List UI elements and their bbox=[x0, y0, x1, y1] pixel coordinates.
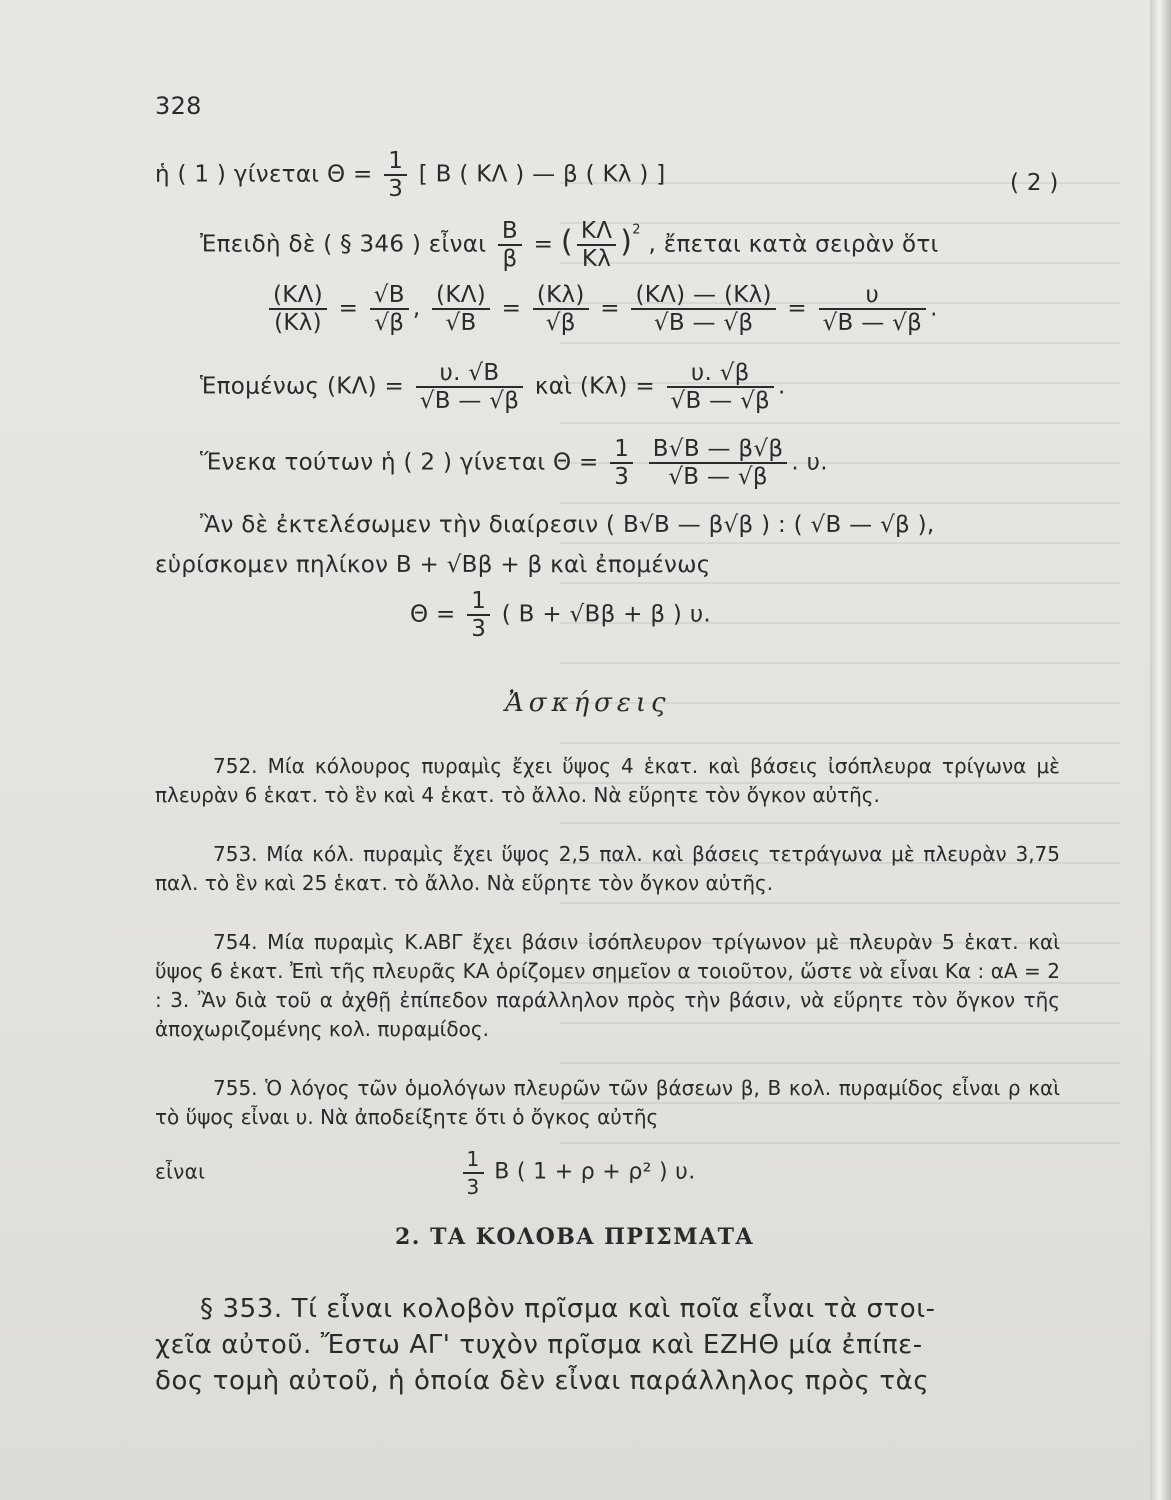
exercise-755-formula bbox=[155, 1146, 696, 1200]
therefore-fraction-2 bbox=[667, 360, 775, 414]
equation-2-tag: ( 2 ) bbox=[1010, 170, 1059, 196]
formula-body: Β ( 1 + ρ + ρ² ) υ. bbox=[494, 1159, 696, 1185]
hence-tail: . υ. bbox=[791, 449, 828, 476]
fraction-numerator: 1 bbox=[610, 436, 633, 464]
fraction-denominator: √β bbox=[545, 310, 576, 336]
close-paren: ) bbox=[620, 224, 633, 260]
therefore-line: Ἑπομένως (ΚΛ) = $\frac{\upsilon. √B}{√B — √\beta}$ καὶ (Κλ) = $\frac{\upsilon. √\beta}{√B — √\beta}$ . bbox=[200, 360, 786, 414]
fraction-denominator: √Β — √β bbox=[822, 310, 923, 336]
since-lead: Ἐπειδὴ δὲ ( § 346 ) εἶναι bbox=[200, 231, 487, 258]
fraction-denominator: √Β — √β bbox=[670, 388, 771, 414]
fraction-denominator: (Κλ) bbox=[274, 310, 322, 336]
exercise-754: 754. Μία πυραμὶς Κ.ΑΒΓ ἔχει βάσιν ἰσόπλευρον τρίγωνον μὲ πλευρὰν 5 ἑκατ. καὶ ὕψος 6 ἑκατ. Ἐπὶ τῆς πλευρᾶς ΚΑ ὁρίζομεν σημεῖον α τοιοῦτον, ὥστε νὰ εἶναι Κα : αΑ = 2 : 3. Ἂν διὰ τοῦ α ἀχθῇ ἐπίπεδον παράλληλον πρὸς τὴν βάσιν, νὰ εὕρητε τὸν ὄγκον τῆς ἀποχωριζομένης κολ. πυραμίδος. bbox=[155, 930, 1060, 1041]
fraction-denominator: √Β — √β bbox=[653, 310, 754, 336]
ratio-5 bbox=[631, 282, 775, 336]
exponent: 2 bbox=[632, 222, 641, 238]
formula-fraction bbox=[463, 1146, 484, 1200]
exercises-heading: Ἀσκήσεις bbox=[505, 688, 671, 718]
fraction-denominator: √Β — √β bbox=[419, 388, 520, 414]
final-formula bbox=[410, 588, 711, 642]
since-line bbox=[200, 218, 939, 272]
exercise-753: 753. Μία κόλ. πυραμὶς ἔχει ὕψος 2,5 παλ. καὶ βάσεις τετράγωνα μὲ πλευρὰν 3,75 παλ. τὸ ἓν καὶ 25 ἑκατ. τὸ ἄλλο. Νὰ εὕρητε τὸν ὄγκον αὐτῆς. bbox=[155, 842, 1060, 895]
ratio-1 bbox=[269, 282, 327, 336]
ratio-2 bbox=[370, 282, 409, 336]
section-title: 2. ΤΑ ΚΟΛΟΒΑ ΠΡΙΣΜΑΤΑ bbox=[395, 1224, 755, 1250]
final-body: ( Β + √Ββ + β ) υ. bbox=[501, 601, 712, 628]
fraction-numerator: 1 bbox=[463, 1146, 484, 1174]
hence-fraction-1 bbox=[610, 436, 633, 490]
ratio-4 bbox=[533, 282, 589, 336]
division-line: Ἂν δὲ ἐκτελέσωμεν τὴν διαίρεσιν ( Β√Β — β√β ) : ( √Β — √β ), bbox=[200, 512, 935, 538]
since-tail: , ἔπεται κατὰ σειρὰν ὅτι bbox=[648, 231, 939, 258]
fraction-denominator: 3 bbox=[466, 1175, 480, 1199]
quotient-line: εὑρίσκομεν πηλίκον Β + √Ββ + β καὶ ἐπομένως bbox=[155, 552, 711, 578]
fraction-denominator: 3 bbox=[614, 464, 630, 490]
para-353-line-2: χεῖα αὐτοῦ. Ἔστω ΑΓ' τυχὸν πρῖσμα καὶ ΕΖΗΘ μία ἐπίπε- bbox=[155, 1330, 923, 1360]
formula-lead: εἶναι bbox=[155, 1159, 206, 1184]
fraction-numerator: (Κλ) bbox=[533, 282, 589, 310]
ratio-chain: $\frac{(K\Lambda)}{(K\lambda)}$ = $\frac{√B}{√\beta}$ , $\frac{(K\Lambda)}{√B}$ = $\frac{(K\lambda)}{√\beta}$ = $\frac{(K\Lambda) — (K\lambda)}{√B — √\beta}$ = $\frac{\upsilon}{√B — √\beta}$ . bbox=[265, 282, 938, 336]
ratio-6 bbox=[819, 282, 927, 336]
fraction-numerator: 1 bbox=[384, 148, 407, 176]
page-number: 328 bbox=[155, 92, 202, 120]
para-353-line-1: § 353. Τί εἶναι κολοβὸν πρῖσμα καὶ ποῖα εἶναι τὰ στοι- bbox=[200, 1294, 936, 1324]
therefore-mid: καὶ (Κλ) = bbox=[534, 373, 655, 400]
hence-line bbox=[200, 436, 828, 490]
equation-2-fraction bbox=[384, 148, 407, 202]
final-lead: Θ = bbox=[410, 601, 456, 628]
since-fraction-b bbox=[498, 218, 522, 272]
since-fraction-kl bbox=[577, 218, 616, 272]
para-353-line-3: δος τομὴ αὐτοῦ, ἡ ὁποία δὲν εἶναι παράλληλος πρὸς τὰς bbox=[155, 1366, 930, 1396]
hence-lead: Ἕνεκα τούτων ἡ ( 2 ) γίνεται Θ = bbox=[200, 449, 599, 476]
equation-2-body: [ Β ( ΚΛ ) — β ( Κλ ) ] bbox=[418, 161, 666, 188]
page-edge bbox=[1150, 0, 1171, 1500]
fraction-numerator: ΚΛ bbox=[577, 218, 616, 246]
fraction-denominator: √Β — √β bbox=[668, 464, 768, 490]
fraction-numerator: 1 bbox=[467, 588, 490, 616]
fraction-numerator: √Β bbox=[370, 282, 409, 310]
therefore-lead: Ἑπομένως (ΚΛ) = bbox=[200, 373, 405, 400]
equation-2 bbox=[155, 148, 666, 202]
hence-fraction-2 bbox=[649, 436, 788, 490]
fraction-denominator: 3 bbox=[388, 176, 404, 202]
fraction-denominator: √β bbox=[374, 310, 405, 336]
ratio-3 bbox=[432, 282, 490, 336]
open-paren: ( bbox=[560, 224, 573, 260]
fraction-denominator: β bbox=[502, 246, 518, 272]
exercise-752: 752. Μία κόλουρος πυραμὶς ἔχει ὕψος 4 ἑκατ. καὶ βάσεις ἰσόπλευρα τρίγωνα μὲ πλευρὰν 6 ἑκατ. τὸ ἓν καὶ 4 ἑκατ. τὸ ἄλλο. Νὰ εὕρητε τὸν ὄγκον αὐτῆς. bbox=[155, 754, 1060, 807]
exercise-755: 755. Ὁ λόγος τῶν ὁμολόγων πλευρῶν τῶν βάσεων β, Β κολ. πυραμίδος εἶναι ρ καὶ τὸ ὕψος εἶναι υ. Νὰ ἀποδείξητε ὅτι ὁ ὄγκος αὐτῆς bbox=[155, 1076, 1060, 1129]
fraction-denominator: Κλ bbox=[581, 246, 612, 272]
fraction-numerator: Β√Β — β√β bbox=[649, 436, 788, 464]
fraction-denominator: 3 bbox=[471, 616, 487, 642]
fraction-numerator: Β bbox=[498, 218, 522, 246]
therefore-fraction-1 bbox=[416, 360, 524, 414]
fraction-numerator: υ. √Β bbox=[416, 360, 524, 388]
fraction-denominator: √Β bbox=[445, 310, 477, 336]
equals-sign: = bbox=[533, 231, 554, 258]
fraction-numerator: υ. √β bbox=[667, 360, 775, 388]
fraction-numerator: (ΚΛ) bbox=[269, 282, 327, 310]
fraction-numerator: (ΚΛ) — (Κλ) bbox=[631, 282, 775, 310]
fraction-numerator: υ bbox=[819, 282, 927, 310]
final-fraction bbox=[467, 588, 490, 642]
fraction-numerator: (ΚΛ) bbox=[432, 282, 490, 310]
equation-2-lead: ἡ ( 1 ) γίνεται Θ = bbox=[155, 161, 373, 188]
